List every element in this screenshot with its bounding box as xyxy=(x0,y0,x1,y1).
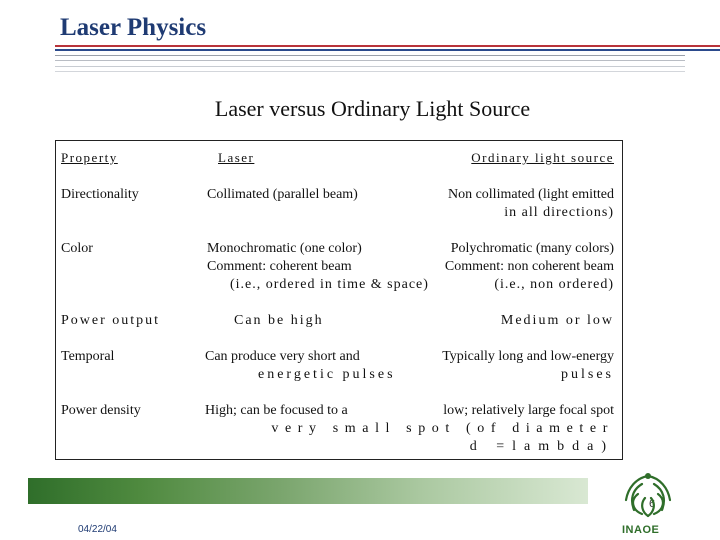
header-rule-grey xyxy=(55,55,685,56)
table-row-laser-text: High; can be focused to a xyxy=(205,403,348,418)
table-row-property: Power output xyxy=(61,313,161,328)
header-rule-grey xyxy=(55,60,685,61)
table-row-property: Power density xyxy=(61,403,141,418)
footer-band xyxy=(28,478,588,504)
table-row-laser-text: Collimated (parallel beam) xyxy=(207,187,358,202)
table-row-laser-text: Can produce very short and xyxy=(205,349,360,364)
table-row-property: Color xyxy=(61,241,93,256)
table-header-ordinary: Ordinary light source xyxy=(471,150,614,165)
page-number: 6 xyxy=(649,498,656,510)
slide-heading: Laser versus Ordinary Light Source xyxy=(214,96,531,121)
table-row-ordinary-text: (i.e., non ordered) xyxy=(494,277,614,292)
table-row-ordinary-text: pulses xyxy=(561,367,614,382)
table-row-ordinary-text: Typically long and low-energy xyxy=(442,349,614,364)
table-row-ordinary-text: Medium or low xyxy=(500,313,614,328)
table-row-laser-text: (i.e., ordered in time & space) xyxy=(230,277,429,292)
table-row-laser-text: energetic pulses xyxy=(258,367,396,382)
table-row-ordinary-text: Polychromatic (many colors) xyxy=(450,241,614,256)
table-row-laser-text: Can be high xyxy=(234,313,324,328)
table-row-property: Temporal xyxy=(61,349,115,364)
header-rule-grey xyxy=(55,71,685,72)
table-row-ordinary-text: in all directions) xyxy=(504,205,614,220)
logo-text: INAOE xyxy=(622,524,660,536)
table-row-laser-text: d =lambda) xyxy=(469,439,614,454)
table-header-property: Property xyxy=(61,150,118,165)
table-row-property: Directionality xyxy=(61,187,139,202)
header-rule-grey xyxy=(55,66,685,67)
table-row-laser-text: very small spot (of diameter xyxy=(271,421,614,436)
table-header-laser: Laser xyxy=(218,150,255,165)
table-row-laser-text: Monochromatic (one color) xyxy=(207,241,362,256)
footer-date: 04/22/04 xyxy=(78,524,117,535)
slide-header-title: Laser Physics xyxy=(60,14,207,41)
table-row-ordinary-text: Comment: non coherent beam xyxy=(444,259,614,274)
table-row-ordinary-text: Non collimated (light emitted xyxy=(447,187,614,202)
table-row-ordinary-text: low; relatively large focal spot xyxy=(443,403,614,418)
header-rule-red xyxy=(55,45,720,47)
table-row-laser-text: Comment: coherent beam xyxy=(207,259,352,274)
header-rule-blue xyxy=(55,49,720,51)
